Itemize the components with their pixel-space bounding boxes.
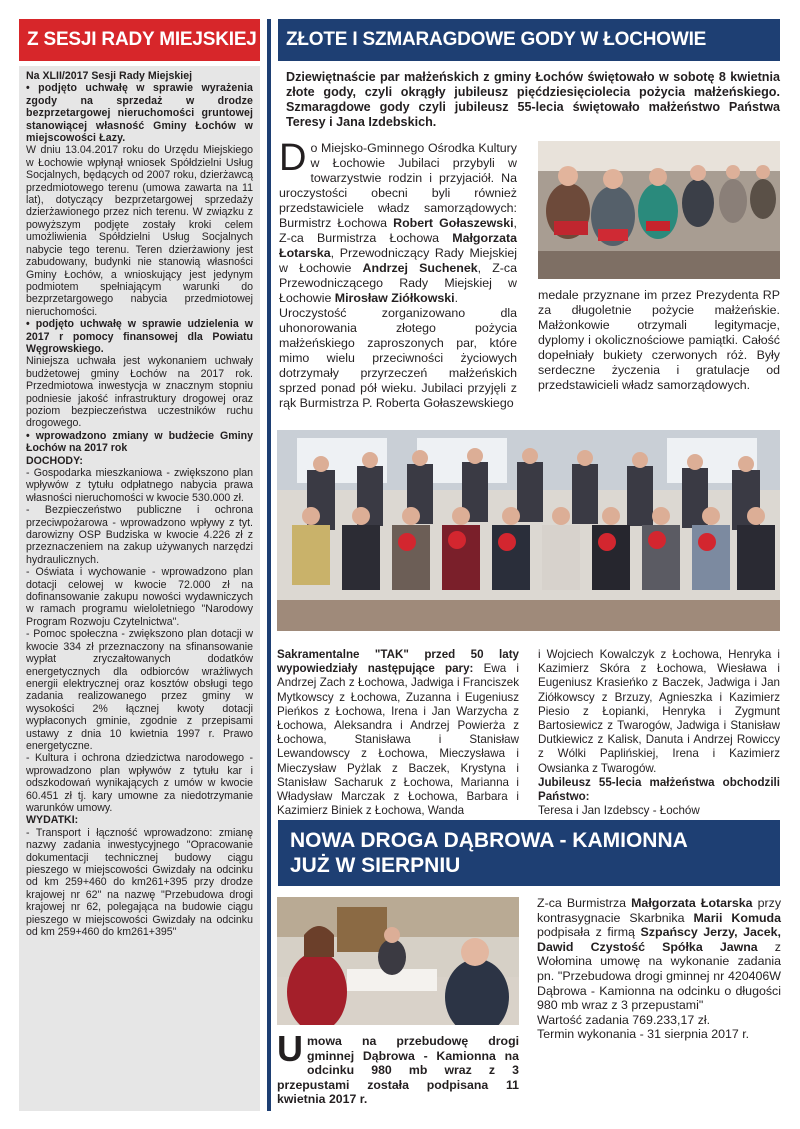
column-divider xyxy=(267,19,271,1111)
resolution-2-text: Niniejsza uchwała jest wykonaniem uchwały budżetowej gminy Łochów na 2017 rok. Przedmiotowa inwestycja w znacznym stopniu podniesie jakość infrastruktury drogowej oraz poziom bezpieczeństwa uczestników ruchu drogowego. xyxy=(26,355,253,430)
photo-signing xyxy=(277,897,519,1025)
section-title-council: Z SESJI RADY MIEJSKIEJ xyxy=(19,19,260,61)
section-title-anniversary: ZŁOTE I SZMARAGDOWE GODY W ŁOCHOWIE xyxy=(278,19,780,61)
contract-value: Wartość zadania 769.233,17 zł. xyxy=(537,1012,711,1027)
road-article-text: Z-ca Burmistrza Małgorzata Łotarska przy kontrasygnacie Skarbnika Marii Komuda podpisała z firmą Szpańscy Jerzy, Jacek, Dawid Czystość Spółka Jawna z Wołomina umowę na wykonanie zadania pn. "Przebudowa drogi gminnej nr 420406W Dąbrowa - Kamionna na odcinku o długości 980 mb wraz z 3 przepustami" Wartość zadania 769.233,17 zł. Termin wykonania - 31 sierpnia 2017 r. xyxy=(537,896,782,1042)
jubilee-heading: Jubileusz 55-lecia małżeństwa obchodzili Państwo: xyxy=(538,775,780,804)
pairs-list-right xyxy=(538,648,780,818)
income-item: - Kultura i ochrona dziedzictwa narodowego - wprowadzono plan wpływów z tytułu kar i odszkodowań wynikających z umów w kwocie 60.451 zł tj. kary umowne za niedotrzymanie warunków umowy. xyxy=(26,752,253,814)
pairs-names-cont: i Wojciech Kowalczyk z Łochowa, Henryka i Kazimierz Skóra z Łochowa, Wiesława i Eugeniusz Krasieńko z Baczek, Jadwiga i Jan Ziółkowscy z Brzuzy, Agnieszka i Kazimierz Piesio z Łopianki, Henryka i Zygmunt Bartosiewicz z Twarogów, Jadwiga i Stanisław Dutkiewicz z Kalisk, Danuta i Andrzej Rowiccy z Wólki Paplińskiej, Irena i Kazimierz Owsianka z Twarogów. xyxy=(538,648,780,775)
completion-date: Termin wykonania - 31 sierpnia 2017 r. xyxy=(537,1027,750,1042)
income-item: - Gospodarka mieszkaniowa - zwiększono plan wpływów z tytułu odpłatnego nabycia prawa własności nieruchomości w kwocie 530.000 zł. xyxy=(26,467,253,504)
section-title-road: NOWA DROGA DĄBROWA - KAMIONNA JUŻ W SIERPNIU xyxy=(278,820,780,886)
income-heading: DOCHODY: xyxy=(26,454,83,467)
pairs-list-left xyxy=(277,648,519,818)
left-column xyxy=(19,19,260,1111)
drop-cap: D xyxy=(279,137,307,179)
article-column-1: Do Miejsko-Gminnego Ośrodka Kultury w Łochowie Jubilaci przybyli w towarzystwie rodzin i przyjaciół. Na uroczystości obecni byli również przedstawiciele władz samorządowych: Burmistrz Łochowa Robert Gołaszewski, Z-ca Burmistrza Łochowa Małgorzata Łotarska, Przewodniczący Rady Miejskiej w Łochowie Andrzej Suchenek, Z-ca Przewodniczącego Rady Miejskiej w Łochowie Mirosław Ziółkowski. Uroczystość zorganizowano dla uhonorowania złotego pożycia małżeńskiego zaproszonych par, które mimo wielu przeciwności życiowych dotrzymały przyrzeczeń małżeńskich sprzed ponad pół wieku. Jubilaci przyjęli z rąk Burmistrza P. Roberta Gołaszewskiego xyxy=(279,137,517,410)
council-article xyxy=(19,66,260,1111)
photo-group xyxy=(277,430,780,631)
income-item: - Pomoc społeczna - zwiększono plan dotacji w kwocie 334 zł przeznaczony na sfinansowanie wypłat zryczałtowanych dodatków energetycznych dla odbiorców wrażliwych energii elektrycznej oraz kosztów obsługi tego zadania realizowanego przez gminy w wysokości 2% łącznej kwoty dotacji wypłaconych gminie, zgodnie z przepisami ustawy z dnia 10 kwietnia 1997 r. Prawo energetyczne. xyxy=(26,628,253,752)
article-column-2: medale przyznane im przez Prezydenta RP za długoletnie pożycie małżeńskie. Małżonkowie otrzymali legitymacje, dyplomy i okolicznościowe pamiątki. Całość dopełniały bukiety czerwonych róż. Były serdeczne życzenia i gratulacje od przedstawicieli władz samorządowych. xyxy=(538,288,780,392)
resolution-3-heading: • wprowadzono zmiany w budżecie Gminy Łochów na 2017 rok xyxy=(26,429,253,455)
resolution-2-heading: • podjęto uchwałę w sprawie udzielenia w 2017 r pomocy finansowej dla Powiatu Węgrowskiego. xyxy=(26,318,253,355)
resolution-1-text: W dniu 13.04.2017 roku do Urzędu Miejskiego w Łochowie wpłynął wniosek Spółdzielni Usług Socjalnych, będących od 2007 roku, dzierżawcą przedmiotowego terenu (umowa zawarta na 11 lat), dotyczący bezprzetargowej sprzedaży dzierżawionego przez nich terenu. W związku z powyższym podjęte zostały kroki celem umożliwienia Spółdzielni Usług Socjalnych nabycie tego terenu. Teren dzierżawiony jest zabudowany, budynki nie stanowią własności Gminy Łochów, a wnioskujący jest jedynym podmiotem spełniającym warunki do bezprzetargowego nabycia przedmiotowej nieruchomości. xyxy=(26,144,253,318)
income-item: - Bezpieczeństwo publiczne i ochrona przeciwpożarowa - wprowadzono wpływy z tyt. darowizny OSP Budziska w kwocie 4.226 zł z przeznaczeniem na zakup używanych narzędzi hydraulicznych. xyxy=(26,504,253,566)
article-lead: Dziewiętnaście par małżeńskich z gminy Łochów świętowało w sobotę 8 kwietnia złote gody, czyli okrągły jubileusz pięćdziesięciolecia pożycia małżeńskiego. Szmaragdowe gody czyli jubileusz 55-lecia świętowało małżeństwo Państwa Teresy i Jana Izdebskich. xyxy=(286,70,780,129)
income-item: - Oświata i wychowanie - wprowadzono plan dotacji celowej w kwocie 72.000 zł na dofinansowanie zakupu nowości wydawniczych w ramach programu wieloletniego "Narodowy Program Rozwoju Czytelnictwa". xyxy=(26,566,253,628)
session-heading: Na XLII/2017 Sesji Rady Miejskiej xyxy=(26,70,193,82)
pairs-heading: Sakramentalne "TAK" przed 50 laty wypowiedziały następujące pary: xyxy=(277,648,519,676)
photo-audience xyxy=(538,141,780,279)
expenses-heading: WYDATKI: xyxy=(26,814,79,827)
jubilee-names: Teresa i Jan Izdebscy - Łochów xyxy=(538,804,700,818)
resolution-1-heading: • podjęto uchwałę w sprawie wyrażenia zgody na sprzedaż w drodze bezprzetargowej nieruchomości gruntowej stanowiącej własność Gminy Łochów w miejscowości Łazy. xyxy=(26,82,253,145)
expense-item: - Transport i łączność wprowadzono: zmianę nazwy zadania inwestycyjnego "Opracowanie dokumentacji technicznej budowy ciągu pieszego w miejscowości Gwizdały na odcinku od km 259+460 do km261+395 przy drodze krajowej nr 62" na nazwę "Przebudowa drogi krajowej nr 62, polegająca na budowie ciągu pieszego w miejscowości Gwizdały na odcinku od km 259+460 do km261+395" xyxy=(26,826,253,939)
road-caption: Umowa na przebudowę drogi gminnej Dąbrowa - Kamionna na odcinku 980 mb wraz z 3 przepustami została podpisana 11 kwietnia 2017 r. xyxy=(277,1028,519,1107)
drop-cap-road: U xyxy=(277,1028,303,1069)
pairs-names: Ewa i Andrzej Zach z Łochowa, Jadwiga i Franciszek Mytkowscy z Łochowa, Zuzanna i Eugeniusz Pieńkos z Łochowa, Irena i Jan Warzycha z Łochowa, Aleksandra i Andrzej Powierża z Łochowa, Stanisława i Stanisław Lewandowscy z Łochowa, Mieczysława i Mieczysław Pyżlak z Baczek, Krystyna i Stanisław Sacharuk z Łochowa, Marianna i Władysław Marczak z Łochowa, Barbara i Kazimierz Biniek z Łochowa, Wanda xyxy=(277,662,519,818)
